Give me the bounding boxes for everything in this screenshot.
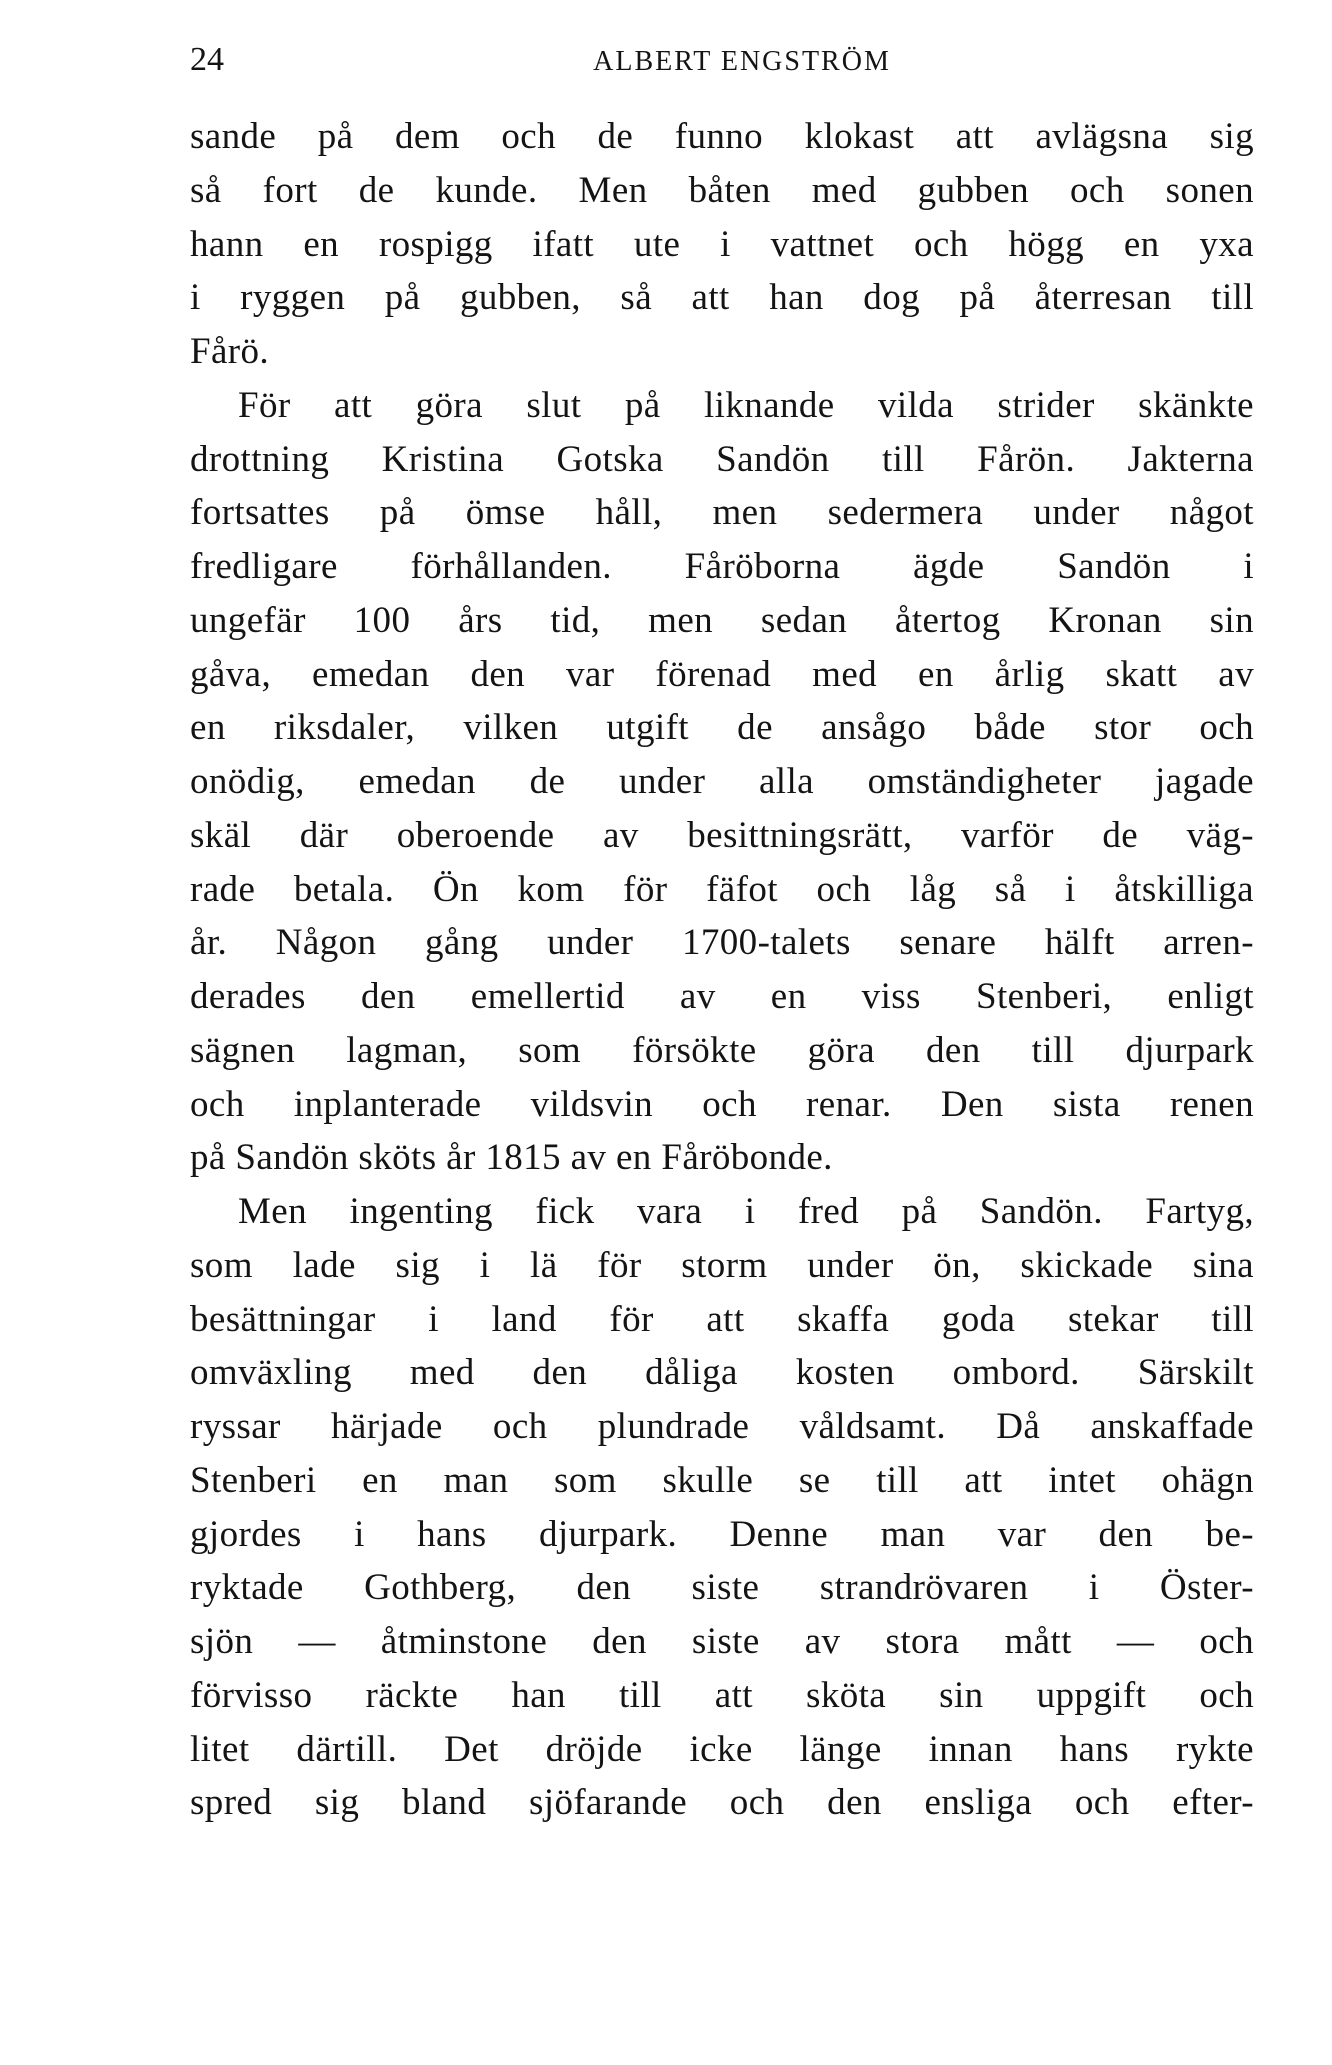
text-line: drottning Kristina Gotska Sandön till Fårön. Jakterna (190, 438, 1254, 480)
text-line: fortsattes på ömse håll, men sedermera under något (190, 492, 1254, 534)
body-text (190, 110, 1254, 1830)
text-line: ungefär 100 års tid, men sedan återtog Kronan sin (190, 599, 1254, 641)
text-line: som lade sig i lä för storm under ön, skickade sina (190, 1244, 1254, 1286)
text-line: på Sandön sköts år 1815 av en Fåröbonde. (190, 1137, 833, 1179)
text-line: spred sig bland sjöfarande och den ensliga och efter- (190, 1782, 1254, 1824)
text-line: fredligare förhållanden. Fåröborna ägde Sandön i (190, 546, 1254, 587)
text-line: onödig, emedan de under alla omständigheter jagade (190, 761, 1254, 802)
text-line: gåva, emedan den var förenad med en årlig skatt av (190, 653, 1254, 695)
text-line: förvisso räckte han till att sköta sin uppgift och (190, 1674, 1254, 1716)
text-line: så fort de kunde. Men båten med gubben och sonen (190, 169, 1254, 211)
text-line: hann en rospigg ifatt ute i vattnet och högg en yxa (190, 223, 1254, 265)
text-line: år. Någon gång under 1700-talets senare hälft arren- (190, 922, 1254, 964)
text-line: sägnen lagman, som försökte göra den till djurpark (190, 1029, 1254, 1071)
text-line: besättningar i land för att skaffa goda stekar till (190, 1298, 1254, 1340)
text-line: i ryggen på gubben, så att han dog på återresan till (190, 277, 1254, 319)
running-header (190, 40, 1254, 80)
text-line: sande på dem och de funno klokast att avlägsna sig (190, 116, 1254, 157)
text-line: gjordes i hans djurpark. Denne man var den be- (190, 1513, 1254, 1555)
text-line: sjön — åtminstone den siste av stora mått — och (190, 1621, 1254, 1662)
text-line: litet därtill. Det dröjde icke länge innan hans rykte (190, 1728, 1254, 1770)
text-line: derades den emellertid av en viss Stenberi, enligt (190, 976, 1254, 1017)
text-line: rade betala. Ön kom för fäfot och låg så i åtskilliga (190, 868, 1254, 910)
text-line: ryktade Gothberg, den siste strandrövaren i Öster- (190, 1567, 1254, 1609)
text-line: omväxling med den dåliga kosten ombord. Särskilt (190, 1352, 1254, 1394)
text-line: Stenberi en man som skulle se till att intet ohägn (190, 1459, 1254, 1501)
text-line: skäl där oberoende av besittningsrätt, varför de väg- (190, 814, 1254, 856)
text-line: och inplanterade vildsvin och renar. Den sista renen (190, 1083, 1254, 1125)
text-line: För att göra slut på liknande vilda strider skänkte (238, 384, 1254, 426)
text-line: ryssar härjade och plundrade våldsamt. Då anskaffade (190, 1406, 1254, 1447)
page-number: 24 (190, 41, 224, 78)
text-line: Fårö. (190, 331, 270, 372)
text-line: en riksdaler, vilken utgift de ansågo både stor och (190, 707, 1254, 749)
text-line: Men ingenting fick vara i fred på Sandön. Fartyg, (238, 1191, 1254, 1232)
running-title: ALBERT ENGSTRÖM (593, 46, 891, 77)
